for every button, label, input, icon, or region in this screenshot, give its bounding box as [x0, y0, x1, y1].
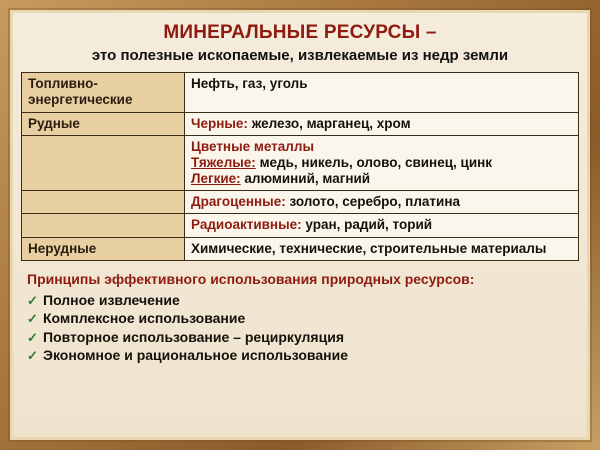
row-subvalue-light-text: алюминий, магний — [240, 171, 371, 187]
slide-frame — [10, 10, 590, 440]
table-row — [22, 73, 579, 112]
check-icon: ✓ — [27, 292, 38, 308]
list-item-label: Экономное и рациональное использование — [43, 347, 348, 364]
row-category: Топливно-энергетические — [22, 73, 185, 112]
check-icon: ✓ — [27, 329, 38, 345]
list-item — [27, 346, 575, 364]
row-subvalue-light-label: Легкие: — [191, 171, 241, 187]
row-category — [22, 191, 185, 214]
title-block — [21, 19, 579, 70]
table-row — [22, 237, 579, 260]
row-value-label: Черные: — [191, 115, 248, 131]
table-row — [22, 112, 579, 135]
table-row — [22, 214, 579, 237]
row-subvalue-heavy-label: Тяжелые: — [191, 154, 256, 170]
row-value-label: Драгоценные: — [191, 194, 286, 210]
row-subvalue-heavy — [191, 155, 572, 171]
table-row — [22, 135, 579, 191]
row-value — [185, 135, 579, 191]
check-icon: ✓ — [27, 311, 38, 327]
row-value: Химические, технические, строительные материалы — [185, 237, 579, 260]
principles-block — [21, 267, 579, 367]
page-subtitle: это полезные ископаемые, извлекаемые из недр земли — [91, 46, 509, 64]
list-item — [27, 328, 575, 346]
row-subvalue-light — [191, 171, 572, 187]
row-category: Нерудные — [22, 237, 185, 260]
row-value — [185, 214, 579, 237]
row-subvalue-heavy-text: медь, никель, олово, свинец, цинк — [255, 154, 493, 170]
row-value-label: Радиоактивные: — [191, 217, 302, 233]
list-item-label: Повторное использование – рециркуляция — [43, 328, 344, 345]
row-value — [185, 112, 579, 135]
resources-table — [21, 72, 579, 261]
list-item-label: Полное извлечение — [43, 291, 180, 308]
check-icon: ✓ — [27, 348, 38, 364]
row-value-text: уран, радий, торий — [301, 217, 433, 233]
principles-title: Принципы эффективного использования природных ресурсов: — [27, 270, 475, 287]
row-value: Нефть, газ, уголь — [185, 73, 579, 112]
list-item-label: Комплексное использование — [43, 310, 246, 327]
row-category: Рудные — [22, 112, 185, 135]
row-category — [22, 214, 185, 237]
table-row — [22, 191, 579, 214]
row-value-text: золото, серебро, платина — [285, 194, 460, 210]
row-value — [185, 191, 579, 214]
list-item — [27, 291, 575, 309]
row-value-label: Цветные металлы — [191, 138, 314, 154]
row-category — [22, 135, 185, 191]
list-item — [27, 309, 575, 327]
row-value-text: железо, марганец, хром — [247, 115, 411, 131]
page-title: МИНЕРАЛЬНЫЕ РЕСУРСЫ – — [163, 22, 437, 43]
